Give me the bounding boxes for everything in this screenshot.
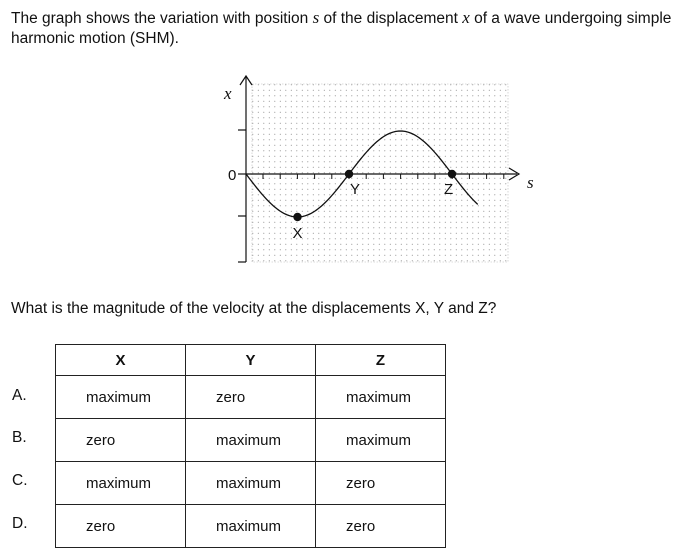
table-row bbox=[56, 419, 446, 462]
intro-part-1: The graph shows the variation with position bbox=[11, 10, 313, 27]
grid-area bbox=[252, 84, 508, 262]
table-cell: maximum bbox=[316, 376, 446, 419]
table-row bbox=[56, 376, 446, 419]
point-z-marker bbox=[448, 170, 456, 178]
table-cell: zero bbox=[316, 505, 446, 548]
table-header-row bbox=[56, 345, 446, 376]
table-cell: zero bbox=[316, 462, 446, 505]
point-x-marker bbox=[293, 213, 301, 221]
table-cell: zero bbox=[186, 376, 316, 419]
table-row bbox=[56, 462, 446, 505]
option-letter-d: D. bbox=[12, 515, 28, 532]
option-letter-b: B. bbox=[12, 429, 27, 446]
question-text: What is the magnitude of the velocity at the displacements X, Y and Z? bbox=[11, 300, 497, 317]
option-letter-c: C. bbox=[12, 472, 28, 489]
header-x: X bbox=[56, 345, 186, 376]
answer-table bbox=[55, 344, 446, 548]
point-y-marker bbox=[345, 170, 353, 178]
table-cell: maximum bbox=[186, 419, 316, 462]
table-cell: maximum bbox=[316, 419, 446, 462]
y-axis-label: x bbox=[224, 84, 232, 103]
table-cell: zero bbox=[56, 505, 186, 548]
s-symbol: s bbox=[312, 8, 320, 27]
x-axis-label: s bbox=[527, 173, 534, 192]
table-cell: maximum bbox=[56, 462, 186, 505]
intro-part-2: of the displacement bbox=[319, 10, 463, 27]
x-symbol: x bbox=[462, 8, 470, 27]
table-cell: maximum bbox=[186, 462, 316, 505]
option-letter-a: A. bbox=[12, 387, 27, 404]
point-y-label: Y bbox=[350, 181, 361, 198]
table-row bbox=[56, 505, 446, 548]
intro-part-3: of a wave undergoing simple harmonic motion (SHM). bbox=[11, 10, 672, 47]
point-z-label: Z bbox=[444, 181, 454, 198]
point-x-label: X bbox=[292, 225, 303, 242]
zero-label: 0 bbox=[228, 167, 237, 184]
table-cell: maximum bbox=[186, 505, 316, 548]
header-y: Y bbox=[186, 345, 316, 376]
header-z: Z bbox=[316, 345, 446, 376]
table-cell: zero bbox=[56, 419, 186, 462]
table-cell: maximum bbox=[56, 376, 186, 419]
